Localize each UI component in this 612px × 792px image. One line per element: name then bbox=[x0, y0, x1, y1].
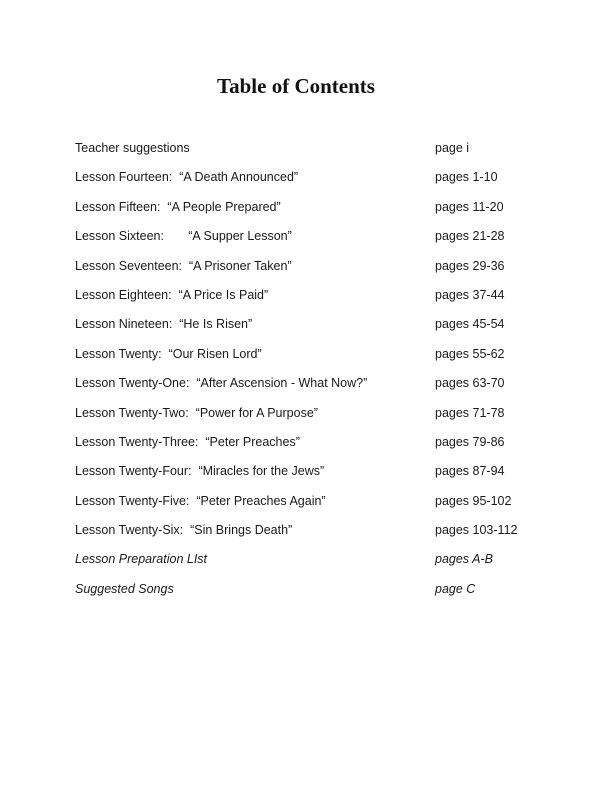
toc-entry bbox=[75, 433, 555, 462]
toc-entry-label: Lesson Twenty: “Our Risen Lord” bbox=[75, 346, 262, 361]
table-of-contents bbox=[75, 139, 555, 609]
toc-entry bbox=[75, 168, 555, 197]
toc-entry-label: Lesson Fifteen: “A People Prepared” bbox=[75, 199, 281, 214]
toc-entry bbox=[75, 257, 555, 286]
toc-entry-label: Lesson Twenty-One: “After Ascension - What Now?” bbox=[75, 376, 368, 391]
toc-entry bbox=[75, 374, 555, 403]
toc-entry-label: Teacher suggestions bbox=[75, 141, 190, 155]
toc-entry bbox=[75, 462, 555, 491]
toc-entry bbox=[75, 580, 555, 609]
toc-entry-label: Lesson Eighteen: “A Price Is Paid” bbox=[75, 287, 269, 302]
toc-entry bbox=[75, 315, 555, 344]
toc-entry-label: Lesson Sixteen: “A Supper Lesson” bbox=[75, 229, 292, 244]
toc-entry-page: pages 37-44 bbox=[435, 287, 505, 302]
page-title: Table of Contents bbox=[217, 74, 375, 98]
toc-entry bbox=[75, 492, 555, 521]
toc-entry-page: pages 1-10 bbox=[435, 170, 498, 185]
toc-entry-label: Lesson Twenty-Three: “Peter Preaches” bbox=[75, 434, 300, 449]
toc-entry-label: Lesson Twenty-Two: “Power for A Purpose” bbox=[75, 405, 318, 420]
toc-entry-label: Lesson Seventeen: “A Prisoner Taken” bbox=[75, 258, 292, 273]
toc-entry-page: pages 79-86 bbox=[435, 434, 505, 449]
toc-entry bbox=[75, 550, 555, 579]
toc-entry bbox=[75, 286, 555, 315]
toc-entry-page: pages 63-70 bbox=[435, 376, 505, 391]
toc-entry-page: pages 87-94 bbox=[435, 464, 505, 479]
toc-entry-label: Lesson Twenty-Five: “Peter Preaches Again” bbox=[75, 493, 326, 508]
toc-entry bbox=[75, 521, 555, 550]
toc-entry-page: pages 29-36 bbox=[435, 258, 505, 273]
toc-entry-label: Suggested Songs bbox=[75, 581, 174, 596]
toc-entry-label: Lesson Twenty-Six: “Sin Brings Death” bbox=[75, 523, 293, 538]
toc-entry-page: page C bbox=[435, 581, 476, 596]
toc-entry-label: Lesson Nineteen: “He Is Risen” bbox=[75, 317, 253, 332]
toc-entry bbox=[75, 198, 555, 227]
toc-entry-page: pages 103-112 bbox=[435, 523, 518, 538]
toc-entry bbox=[75, 345, 555, 374]
toc-entry-page: pages 21-28 bbox=[435, 229, 505, 244]
toc-entry bbox=[75, 139, 555, 168]
toc-entry-page: pages 95-102 bbox=[435, 493, 512, 508]
toc-entry-page: pages 11-20 bbox=[435, 199, 504, 214]
toc-entry-label: Lesson Fourteen: “A Death Announced” bbox=[75, 170, 299, 185]
toc-entry bbox=[75, 227, 555, 256]
toc-entry-page: pages 71-78 bbox=[435, 405, 505, 420]
toc-entry-page: pages 45-54 bbox=[435, 317, 505, 332]
toc-entry-page: page i bbox=[435, 141, 470, 155]
toc-entry-label: Lesson Twenty-Four: “Miracles for the Jews” bbox=[75, 464, 325, 479]
toc-entry bbox=[75, 404, 555, 433]
toc-entry-page: pages 55-62 bbox=[435, 346, 505, 361]
toc-entry-label: Lesson Preparation LIst bbox=[75, 552, 208, 567]
toc-entry-page: pages A-B bbox=[435, 552, 493, 567]
